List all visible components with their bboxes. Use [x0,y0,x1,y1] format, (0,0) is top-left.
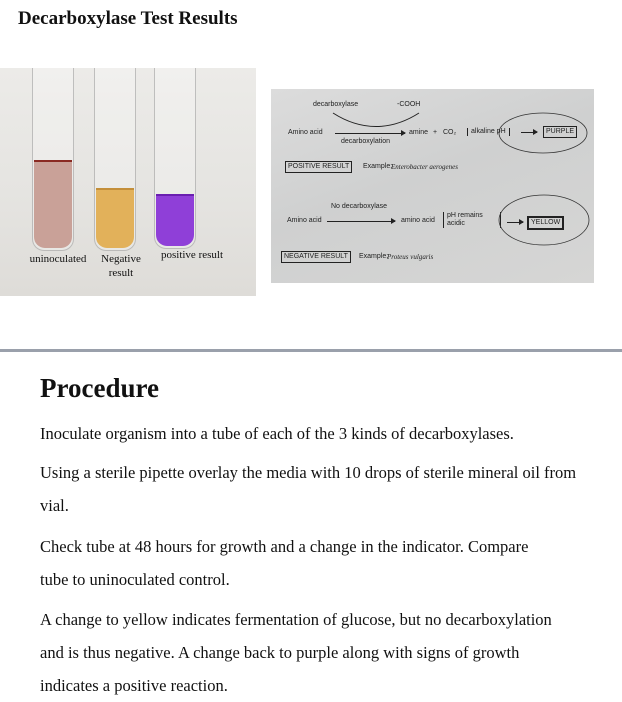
co2-label: CO₂ [443,129,457,136]
negative-product-label: amino acid [401,217,435,224]
tube-liquid-negative [96,190,134,248]
purple-result-box: PURPLE [543,126,577,138]
negative-example-organism: Proteus vulgaris [387,253,434,261]
negative-amino-acid: Amino acid [287,217,322,224]
positive-reaction-curve [331,109,421,129]
positive-reaction-arrow [335,133,405,134]
caption-positive: positive result [160,249,224,261]
positive-result-label: POSITIVE RESULT [285,161,352,173]
positive-enzyme-label: decarboxylase [313,101,359,108]
decarboxylase-reaction-diagram [271,89,594,283]
caption-uninoculated: uninoculated [29,253,87,265]
alkaline-ph-label: alkaline pH [467,128,510,136]
yellow-result-box: YELLOW [527,216,564,230]
negative-enzyme-label: No decarboxylase [331,203,388,210]
tube-liquid-uninoculated [34,162,72,248]
positive-example-label: Example: [363,163,393,170]
negative-example-label: Example: [359,253,389,260]
tube-positive [154,68,196,249]
positive-example-organism: Enterobacter aerogenes [391,163,458,171]
plus-sign: + [433,129,438,136]
procedure-heading: Procedure [40,373,159,403]
procedure-step-4: A change to yellow indicates fermentation of glucose, but no decarboxylation and is thus negative. A change back to purple along with signs of growth indicates a positive reaction. [40,610,552,695]
cooh-label: -COOH [397,101,421,108]
positive-amino-acid: Amino acid [288,129,323,136]
decarboxylation-label: decarboxylation [341,138,391,145]
page-title: Decarboxylase Test Results [18,8,238,29]
negative-reaction-arrow [327,221,395,222]
test-tubes-photo [0,68,256,296]
section-divider [0,349,622,352]
negative-result-label: NEGATIVE RESULT [281,251,351,263]
caption-negative: Negative result [101,253,141,279]
ph-remains-acidic-label: pH remains acidic [443,212,501,228]
procedure-step-1: Inoculate organism into a tube of each of the 3 kinds of decarboxylases. [40,424,514,443]
tube-uninoculated [32,68,74,251]
tube-liquid-positive [156,196,194,246]
amine-label: amine [409,129,429,136]
procedure-step-3: Check tube at 48 hours for growth and a change in the indicator. Compare tube to uninoculated control. [40,537,529,589]
procedure-step-2: Using a sterile pipette overlay the media with 10 drops of sterile mineral oil from vial. [40,463,577,515]
tube-negative [94,68,136,251]
